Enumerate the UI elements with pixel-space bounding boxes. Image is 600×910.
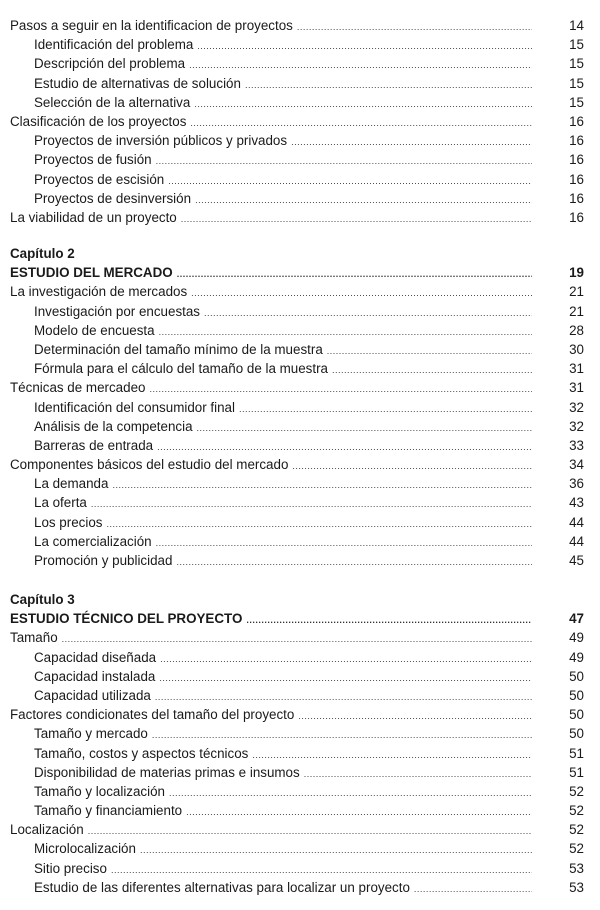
page-number: 21 — [569, 284, 584, 300]
entry-title: Proyectos de escisión — [34, 171, 165, 187]
entry-title: Promoción y publicidad — [34, 553, 173, 568]
page-number: 19 — [569, 265, 584, 281]
page-number: 49 — [569, 630, 584, 646]
entry-title: Estudio de las diferentes alternativas para localizar un proyecto — [34, 879, 410, 895]
entry-title: Proyectos de desinversión — [34, 190, 192, 206]
chapter-heading-title: ESTUDIO TÉCNICO DEL PROYECTO — [10, 611, 243, 627]
page-number: 16 — [569, 152, 584, 168]
entry-title: Tamaño y financiamiento — [34, 803, 183, 819]
toc-section — [0, 16, 600, 227]
entry-title: La investigación de mercados — [10, 284, 188, 300]
entry-title: Componentes básicos del estudio del mercado — [10, 457, 289, 473]
toc-entry[interactable] — [0, 170, 600, 189]
entry-title: Fórmula para el cálculo del tamaño de la muestra — [34, 361, 328, 377]
page-number: 50 — [569, 726, 584, 742]
page-number: 33 — [569, 437, 584, 453]
page-number: 15 — [569, 56, 584, 72]
page-number: 51 — [569, 745, 584, 761]
page-number: 53 — [569, 879, 584, 895]
page-number: 43 — [569, 495, 584, 511]
toc-entry[interactable] — [0, 378, 600, 397]
page-number: 47 — [569, 611, 584, 627]
entry-title: Microlocalización — [34, 841, 136, 857]
entry-title: Factores condicionates del tamaño del proyecto — [10, 707, 295, 723]
entry-title: Capacidad instalada — [34, 668, 156, 684]
toc-entry[interactable] — [0, 16, 600, 35]
entry-title: Análisis de la competencia — [34, 418, 193, 434]
page-number: 31 — [569, 380, 584, 396]
toc-entry[interactable] — [0, 820, 600, 839]
page-number: 52 — [569, 841, 584, 857]
entry-title: Tamaño y mercado — [34, 726, 148, 742]
toc-entry[interactable] — [0, 131, 600, 150]
entry-title: Selección de la alternativa — [34, 94, 191, 110]
entry-title: Barreras de entrada — [34, 437, 154, 453]
entry-title: Descripción del problema — [34, 56, 186, 72]
chapter-heading[interactable] — [0, 609, 600, 628]
toc-entry[interactable] — [0, 648, 600, 667]
toc-entry[interactable] — [0, 763, 600, 782]
entry-title: La comercialización — [34, 533, 152, 549]
page-number: 44 — [569, 514, 584, 530]
page-number: 15 — [569, 75, 584, 91]
entry-title: Los precios — [34, 514, 103, 530]
entry-title: Pasos a seguir en la identificacion de proyectos — [10, 18, 293, 33]
entry-title: Modelo de encuesta — [34, 322, 155, 338]
entry-title: Sitio preciso — [34, 860, 107, 876]
chapter-label: Capítulo 3 — [10, 592, 75, 607]
toc-entry[interactable] — [0, 801, 600, 820]
page-number: 16 — [569, 209, 584, 225]
toc-entry[interactable] — [0, 189, 600, 208]
toc-entry[interactable] — [0, 302, 600, 321]
toc-entry[interactable] — [0, 628, 600, 647]
page-number: 16 — [569, 171, 584, 187]
chapter-label: Capítulo 2 — [10, 246, 75, 261]
entry-title: Tamaño — [10, 630, 58, 646]
toc-entry[interactable] — [0, 208, 600, 227]
toc-section — [0, 590, 600, 897]
toc-entry[interactable] — [0, 744, 600, 763]
page-number: 52 — [569, 803, 584, 819]
toc-section — [0, 244, 600, 570]
entry-title: La demanda — [34, 476, 109, 492]
toc-entry[interactable] — [0, 839, 600, 858]
toc-entry[interactable] — [0, 455, 600, 474]
chapter-heading[interactable] — [0, 263, 600, 282]
toc-entry[interactable] — [0, 398, 600, 417]
entry-title: Proyectos de inversión públicos y privados — [34, 133, 288, 149]
toc-entry[interactable] — [0, 321, 600, 340]
entry-title: Clasificación de los proyectos — [10, 113, 187, 129]
page-number: 34 — [569, 457, 584, 473]
entry-title: La oferta — [34, 495, 87, 511]
toc-entry[interactable] — [0, 878, 600, 897]
toc-entry[interactable] — [0, 54, 600, 73]
toc-entry[interactable] — [0, 74, 600, 93]
page-number: 49 — [569, 649, 584, 665]
page-number: 32 — [569, 418, 584, 434]
entry-title: La viabilidad de un proyecto — [10, 209, 177, 225]
dot-leader — [176, 553, 532, 572]
page-number: 31 — [569, 361, 584, 377]
page-number: 15 — [569, 94, 584, 110]
dot-leader — [181, 210, 532, 229]
toc-entry[interactable] — [0, 705, 600, 724]
page-number: 16 — [569, 113, 584, 129]
entry-title: Investigación por encuestas — [34, 303, 200, 319]
entry-title: Técnicas de mercadeo — [10, 380, 146, 396]
page-number: 52 — [569, 783, 584, 799]
toc-entry[interactable] — [0, 150, 600, 169]
page-number: 45 — [569, 553, 584, 568]
page-number: 53 — [569, 860, 584, 876]
toc-entry[interactable] — [0, 359, 600, 378]
page-number: 28 — [569, 322, 584, 338]
toc-entry[interactable] — [0, 112, 600, 131]
toc-entry[interactable] — [0, 436, 600, 455]
toc-entry[interactable] — [0, 493, 600, 512]
page-number: 14 — [569, 18, 584, 33]
entry-title: Capacidad utilizada — [34, 687, 151, 703]
entry-title: Determinación del tamaño mínimo de la muestra — [34, 341, 323, 357]
page-number: 16 — [569, 133, 584, 149]
entry-title: Identificación del consumidor final — [34, 399, 235, 415]
chapter-heading-title: ESTUDIO DEL MERCADO — [10, 265, 173, 281]
toc-entry[interactable] — [0, 724, 600, 743]
page-number: 50 — [569, 687, 584, 703]
page-number: 52 — [569, 822, 584, 838]
entry-title: Estudio de alternativas de solución — [34, 75, 241, 91]
toc-entry[interactable] — [0, 282, 600, 301]
toc-entry[interactable] — [0, 474, 600, 493]
page-number: 15 — [569, 37, 584, 53]
toc-entry[interactable] — [0, 532, 600, 551]
page-number: 16 — [569, 190, 584, 206]
dot-leader — [414, 880, 532, 899]
page-number: 30 — [569, 341, 584, 357]
page-number: 32 — [569, 399, 584, 415]
page-number: 51 — [569, 764, 584, 780]
toc-entry[interactable] — [0, 782, 600, 801]
toc-entry[interactable] — [0, 35, 600, 54]
entry-title: Localización — [10, 822, 84, 838]
toc-entry[interactable] — [0, 686, 600, 705]
toc-entry[interactable] — [0, 551, 600, 570]
toc-entry[interactable] — [0, 93, 600, 112]
entry-title: Disponibilidad de materias primas e insumos — [34, 764, 300, 780]
page-number: 44 — [569, 533, 584, 549]
entry-title: Tamaño, costos y aspectos técnicos — [34, 745, 249, 761]
toc-entry[interactable] — [0, 859, 600, 878]
toc-entry[interactable] — [0, 417, 600, 436]
toc-entry[interactable] — [0, 667, 600, 686]
entry-title: Proyectos de fusión — [34, 152, 152, 168]
page-number: 36 — [569, 476, 584, 492]
page-number: 50 — [569, 668, 584, 684]
page-number: 21 — [569, 303, 584, 319]
entry-title: Tamaño y localización — [34, 783, 165, 799]
toc-entry[interactable] — [0, 340, 600, 359]
toc-entry[interactable] — [0, 513, 600, 532]
entry-title: Identificación del problema — [34, 37, 194, 53]
page-number: 50 — [569, 707, 584, 723]
entry-title: Capacidad diseñada — [34, 649, 157, 665]
